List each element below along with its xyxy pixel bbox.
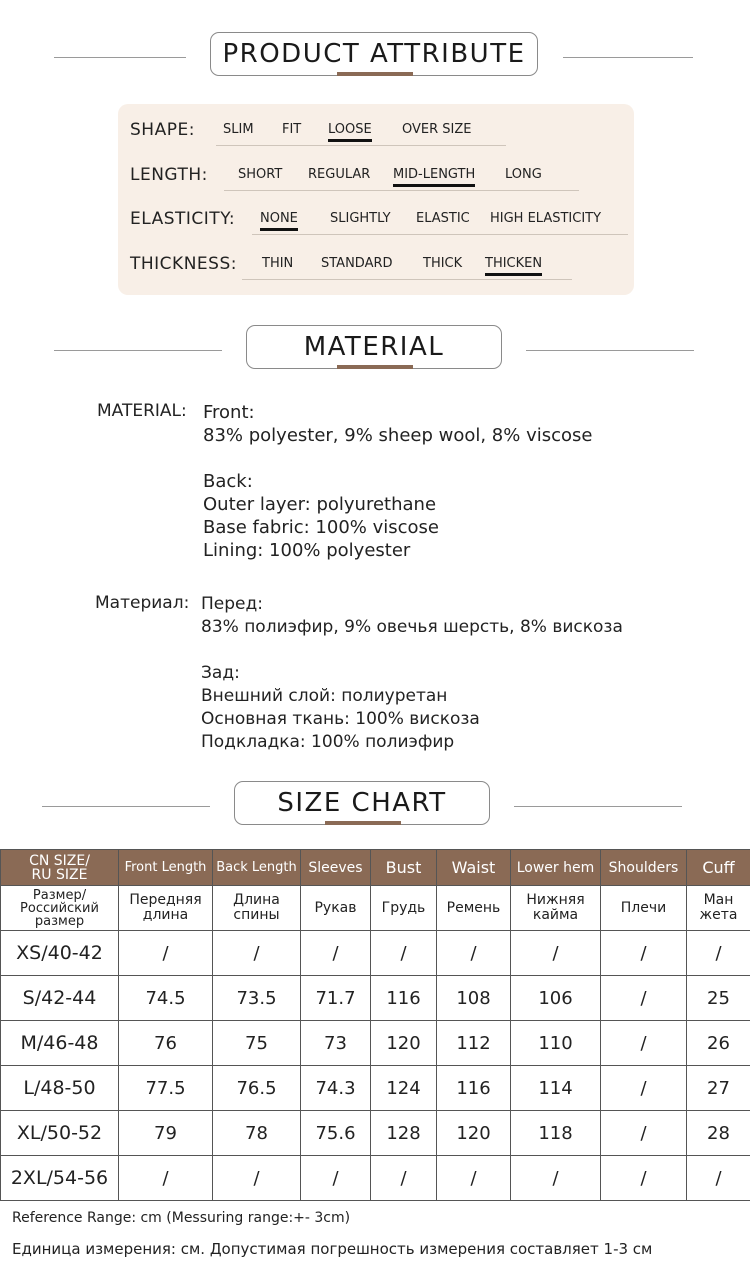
- table-cell: 76: [119, 1021, 213, 1066]
- table-cell: 114: [511, 1066, 601, 1111]
- table-cell: 77.5: [119, 1066, 213, 1111]
- product-attribute-header: [0, 32, 750, 82]
- col-header: Waist: [437, 850, 511, 886]
- col-header-ru: Грудь: [371, 886, 437, 931]
- col-header-ru: Ман жета: [687, 886, 750, 931]
- table-cell: /: [601, 931, 687, 976]
- table-cell: 120: [437, 1111, 511, 1156]
- table-cell: /: [437, 931, 511, 976]
- header-right-line: [514, 806, 682, 807]
- table-cell: /: [687, 1156, 750, 1201]
- material-line: Outer layer: polyurethane: [203, 494, 437, 515]
- attr-options: [242, 248, 572, 280]
- col-header: Back Length: [213, 850, 301, 886]
- table-cell: /: [601, 1111, 687, 1156]
- attr-option: SLIGHTLY: [330, 211, 391, 226]
- material-line: Основная ткань: 100% вискоза: [201, 709, 480, 729]
- table-row: [1, 1156, 750, 1201]
- table-cell: /: [601, 1156, 687, 1201]
- table-cell: /: [213, 931, 301, 976]
- attr-row-shape: [130, 114, 506, 146]
- col-header-ru: Передняя длина: [119, 886, 213, 931]
- attr-option: STANDARD: [321, 256, 393, 271]
- table-row: [1, 1021, 750, 1066]
- material-text-ru: [201, 593, 623, 754]
- attr-label: THICKNESS:: [130, 254, 237, 274]
- col-header-ru: Длина спины: [213, 886, 301, 931]
- attr-option-selected: MID-LENGTH: [393, 167, 476, 182]
- table-cell: /: [511, 931, 601, 976]
- attr-option: THIN: [262, 256, 294, 271]
- table-cell: /: [437, 1156, 511, 1201]
- col-header-ru: Плечи: [601, 886, 687, 931]
- col-header: Lower hem: [511, 850, 601, 886]
- header-left-line: [42, 806, 210, 807]
- material-line: Base fabric: 100% viscose: [203, 517, 440, 538]
- table-cell: 74.3: [301, 1066, 371, 1111]
- table-row: [1, 1066, 750, 1111]
- size-cell: M/46-48: [1, 1021, 119, 1066]
- table-cell: /: [601, 976, 687, 1021]
- attr-row-thickness: [130, 248, 572, 280]
- title-accent-bar: [337, 72, 413, 76]
- attr-option-selected: LOOSE: [328, 122, 372, 137]
- table-cell: 75: [213, 1021, 301, 1066]
- size-chart-table: [0, 849, 750, 1201]
- section-title: PRODUCT ATTRIBUTE: [210, 32, 538, 76]
- table-cell: 75.6: [301, 1111, 371, 1156]
- attr-option: THICK: [423, 256, 463, 271]
- attr-option-selected: THICKEN: [485, 256, 543, 271]
- table-cell: 27: [687, 1066, 750, 1111]
- material-line: Зад:: [201, 663, 240, 683]
- table-cell: /: [687, 931, 750, 976]
- attr-label: ELASTICITY:: [130, 209, 236, 229]
- size-cell: S/42-44: [1, 976, 119, 1021]
- material-line: Перед:: [201, 594, 263, 614]
- material-line: Внешний слой: полиуретан: [201, 686, 448, 706]
- material-line: [203, 447, 592, 470]
- size-cell: L/48-50: [1, 1066, 119, 1111]
- header-left-line: [54, 57, 186, 58]
- material-line: Подкладка: 100% полиэфир: [201, 732, 455, 752]
- col-header: CN SIZE/ RU SIZE: [1, 850, 119, 886]
- attr-options: [252, 203, 628, 235]
- table-cell: 78: [213, 1111, 301, 1156]
- table-cell: /: [119, 931, 213, 976]
- table-cell: /: [601, 1021, 687, 1066]
- table-cell: 120: [371, 1021, 437, 1066]
- col-header: Bust: [371, 850, 437, 886]
- table-cell: 74.5: [119, 976, 213, 1021]
- table-cell: 26: [687, 1021, 750, 1066]
- table-cell: 118: [511, 1111, 601, 1156]
- material-header: [0, 325, 750, 375]
- material-label-en: MATERIAL:: [97, 401, 187, 421]
- table-cell: /: [601, 1066, 687, 1111]
- col-header: Cuff: [687, 850, 750, 886]
- table-cell: 28: [687, 1111, 750, 1156]
- table-cell: 108: [437, 976, 511, 1021]
- table-cell: 73.5: [213, 976, 301, 1021]
- header-left-line: [54, 350, 222, 351]
- table-cell: 124: [371, 1066, 437, 1111]
- material-line: Front:: [203, 402, 255, 423]
- material-line: [201, 639, 623, 662]
- attribute-panel: [118, 104, 634, 295]
- section-title: SIZE CHART: [234, 781, 490, 825]
- attr-option: SLIM: [223, 122, 254, 137]
- material-line: 83% полиэфир, 9% овечья шерсть, 8% вискоза: [201, 617, 623, 637]
- header-right-line: [526, 350, 694, 351]
- table-cell: /: [511, 1156, 601, 1201]
- table-cell: 76.5: [213, 1066, 301, 1111]
- attr-options: [216, 114, 506, 146]
- material-line: Back:: [203, 471, 253, 492]
- table-cell: /: [301, 931, 371, 976]
- table-cell: 79: [119, 1111, 213, 1156]
- attr-option-selected: NONE: [260, 211, 298, 226]
- header-right-line: [563, 57, 693, 58]
- attr-options: [224, 159, 579, 191]
- attr-row-elasticity: [130, 203, 628, 235]
- size-cell: XS/40-42: [1, 931, 119, 976]
- col-header: Shoulders: [601, 850, 687, 886]
- material-line: 83% polyester, 9% sheep wool, 8% viscose: [203, 425, 593, 446]
- table-cell: 112: [437, 1021, 511, 1066]
- attr-row-length: [130, 159, 579, 191]
- attr-option: OVER SIZE: [402, 122, 472, 137]
- measurement-note-ru: Единица измерения: см. Допустимая погрешность измерения составляет 1-3 см: [12, 1240, 653, 1258]
- col-header-ru: Ремень: [437, 886, 511, 931]
- title-accent-bar: [325, 821, 401, 825]
- attr-option: REGULAR: [308, 167, 371, 182]
- table-row: [1, 931, 750, 976]
- table-cell: 73: [301, 1021, 371, 1066]
- table-cell: 116: [371, 976, 437, 1021]
- material-label-ru: Материал:: [95, 593, 190, 613]
- attr-option: HIGH ELASTICITY: [490, 211, 602, 226]
- col-header-ru: Нижняя кайма: [511, 886, 601, 931]
- table-cell: 128: [371, 1111, 437, 1156]
- size-cell: XL/50-52: [1, 1111, 119, 1156]
- header-row-en: [1, 850, 750, 886]
- col-header: Sleeves: [301, 850, 371, 886]
- size-cell: 2XL/54-56: [1, 1156, 119, 1201]
- table-cell: /: [371, 931, 437, 976]
- table-cell: 110: [511, 1021, 601, 1066]
- table-cell: /: [301, 1156, 371, 1201]
- table-cell: 71.7: [301, 976, 371, 1021]
- material-text-en: [203, 401, 592, 562]
- table-cell: 106: [511, 976, 601, 1021]
- attr-option: ELASTIC: [416, 211, 470, 226]
- attr-label: LENGTH:: [130, 165, 208, 185]
- table-cell: 25: [687, 976, 750, 1021]
- title-accent-bar: [337, 365, 413, 369]
- section-title: MATERIAL: [246, 325, 502, 369]
- table-cell: /: [119, 1156, 213, 1201]
- header-row-ru: [1, 886, 750, 931]
- table-cell: /: [213, 1156, 301, 1201]
- attr-option: LONG: [505, 167, 542, 182]
- reference-range-note: Reference Range: cm (Messuring range:+- 3cm): [12, 1210, 351, 1226]
- col-header-ru: Рукав: [301, 886, 371, 931]
- material-line: Lining: 100% polyester: [203, 540, 411, 561]
- size-chart-header: [0, 781, 750, 831]
- col-header: Front Length: [119, 850, 213, 886]
- attr-label: SHAPE:: [130, 120, 195, 140]
- attr-option: FIT: [282, 122, 302, 137]
- table-cell: 116: [437, 1066, 511, 1111]
- table-cell: /: [371, 1156, 437, 1201]
- col-header-ru: Размер/ Российский размер: [1, 886, 119, 931]
- attr-option: SHORT: [238, 167, 283, 182]
- table-row: [1, 976, 750, 1021]
- table-row: [1, 1111, 750, 1156]
